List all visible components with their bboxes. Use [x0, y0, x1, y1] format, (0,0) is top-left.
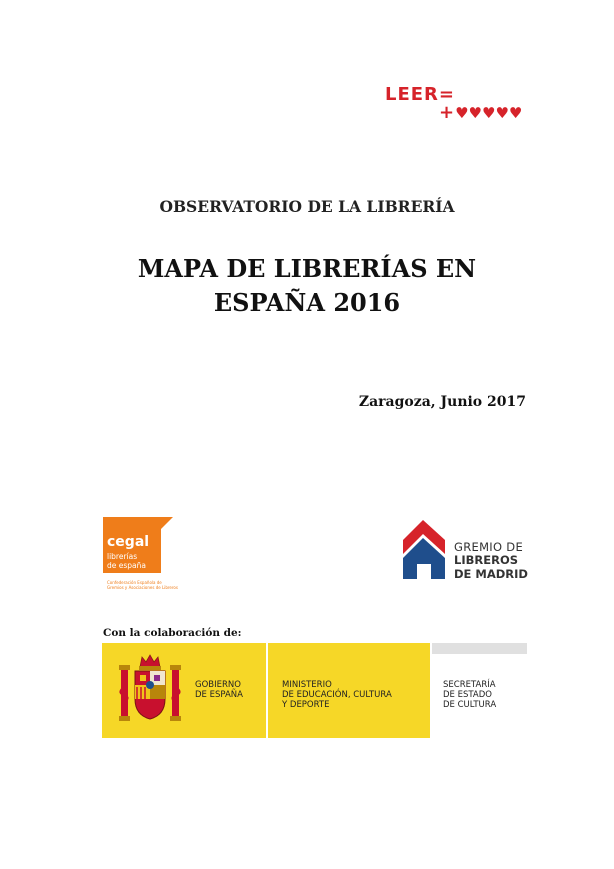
coat-of-arms-icon — [118, 653, 182, 725]
cegal-logo-corner — [161, 517, 173, 529]
heart-icon: ♥ — [508, 104, 523, 122]
document-title-line-2: ESPAÑA 2016 — [213, 288, 401, 317]
cegal-logo-subtitle — [107, 552, 146, 570]
cegal-caption-line: Confederación Española de — [107, 580, 162, 585]
cegal-caption-line: Gremios y Asociaciones de Libreros — [107, 585, 178, 590]
gobierno-line: DE ESPAÑA — [195, 690, 243, 700]
document-title-line-1: MAPA DE LIBRERÍAS EN — [137, 254, 477, 283]
heart-icon: ♥ — [495, 104, 509, 122]
gremio-line-1: GREMIO DE — [454, 540, 524, 554]
series-heading: OBSERVATORIO DE LA LIBRERÍA — [159, 197, 455, 216]
gremio-line-2: LIBREROS — [454, 553, 518, 567]
ministerio-line: MINISTERIO — [282, 680, 332, 690]
house-icon — [403, 518, 449, 580]
leer-logo — [385, 86, 527, 122]
secretaria-line: DE CULTURA — [443, 700, 497, 710]
cegal-logo-name: cegal — [107, 534, 150, 550]
collaboration-label: Con la colaboración de: — [103, 627, 242, 639]
ministerio-label — [282, 680, 392, 710]
cegal-subtitle-line: de españa — [107, 561, 146, 570]
leer-logo-hearts — [439, 104, 522, 122]
gobierno-de-espana-label — [195, 680, 243, 700]
leer-plus-sign: + — [439, 102, 455, 123]
cegal-logo — [103, 517, 189, 601]
heart-icon: ♥ — [455, 104, 469, 122]
secretaria-line: DE ESTADO — [443, 690, 492, 700]
leer-logo-word: LEER= — [385, 84, 456, 105]
secretaria-label — [443, 680, 496, 710]
document-title — [0, 252, 614, 320]
ministerio-line: DE EDUCACIÓN, CULTURA — [282, 690, 392, 700]
cegal-logo-caption — [107, 580, 197, 590]
ministerio-line: Y DEPORTE — [282, 700, 330, 710]
heart-icon: ♥ — [482, 104, 496, 122]
cegal-subtitle-line: librerías — [107, 552, 138, 561]
secretaria-panel-top-bar — [432, 643, 527, 654]
gremio-line-3: DE MADRID — [454, 567, 528, 581]
heart-icon: ♥ — [468, 104, 482, 122]
government-banner — [102, 643, 527, 738]
secretaria-line: SECRETARÍA — [443, 680, 496, 690]
gobierno-line: GOBIERNO — [195, 680, 241, 690]
gremio-libreros-logo — [403, 518, 529, 580]
place-and-date: Zaragoza, Junio 2017 — [358, 394, 526, 410]
government-banner-divider — [266, 643, 268, 738]
